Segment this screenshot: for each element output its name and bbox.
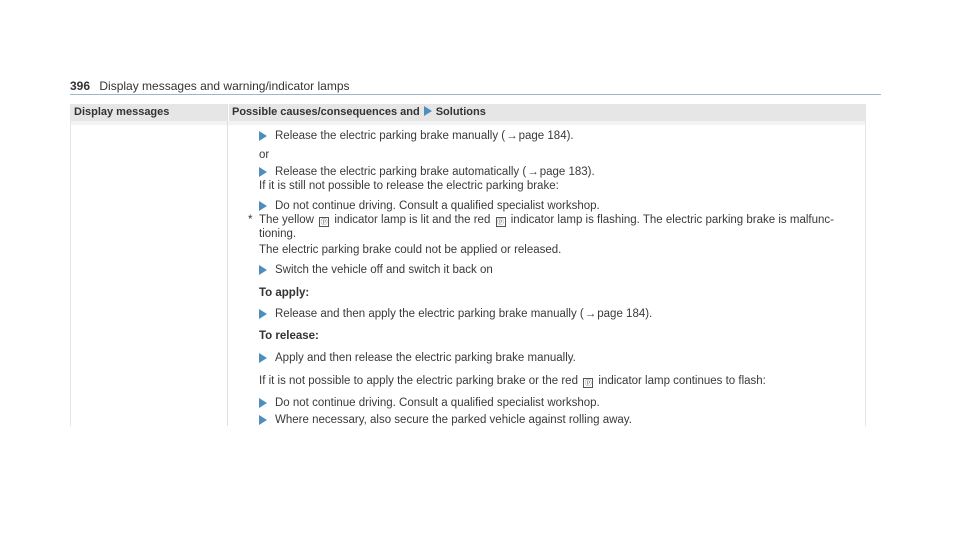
malfunction-description-cont: tioning.: [259, 228, 297, 240]
bullet-arrow-icon: [259, 131, 267, 141]
step-secure-vehicle: Where necessary, also secure the parked vehicle against rolling away.: [275, 414, 632, 426]
parking-brake-red-icon: ⓟ: [497, 219, 505, 226]
condition-text: indicator lamp continues to flash:: [598, 375, 766, 387]
header-rule: [70, 94, 881, 95]
page-number: 396: [70, 79, 91, 93]
or-text: or: [259, 149, 270, 161]
bullet-arrow-icon: [259, 265, 267, 275]
col-header-display-messages: Display messages: [74, 106, 170, 118]
step-release-automatically: [275, 165, 595, 179]
bullet-arrow-icon: [259, 415, 267, 425]
page-ref-arrow-icon: →: [506, 130, 518, 142]
step-release-manually: [275, 129, 574, 143]
parking-brake-red-icon: ⓟ: [584, 380, 592, 387]
table-left-border: [70, 121, 71, 426]
desc-text: indicator lamp is flashing. The electric parking brake is malfunc-: [510, 214, 834, 226]
step-text: Release and then apply the electric parking brake manually (: [275, 308, 584, 320]
subheading-to-apply: To apply:: [259, 287, 310, 299]
step-consult-workshop: Do not continue driving. Consult a qualified specialist workshop.: [275, 200, 600, 212]
desc-text: indicator lamp is lit and the red: [334, 214, 491, 226]
condition-red-lamp: [259, 374, 766, 388]
solutions-arrow-icon: [424, 106, 432, 116]
header-title: Display messages and warning/indicator lamps: [99, 79, 350, 93]
page-ref-arrow-icon: →: [584, 308, 597, 320]
bullet-arrow-icon: [259, 201, 267, 211]
table-right-border: [865, 121, 866, 426]
bullet-arrow-icon: [259, 309, 267, 319]
page-ref-arrow-icon: →: [527, 166, 539, 178]
bullet-arrow-icon: [259, 167, 267, 177]
consequence-text: The electric parking brake could not be applied or released.: [259, 244, 562, 256]
running-header: [70, 79, 350, 93]
table-subheader-band: [70, 121, 866, 125]
col-header-causes-solutions: [232, 106, 486, 118]
step-consult-workshop-2: Do not continue driving. Consult a qualified specialist workshop.: [275, 397, 600, 409]
footnote-star: *: [248, 214, 253, 226]
bullet-arrow-icon: [259, 353, 267, 363]
condition-text: If it is still not possible to release the electric parking brake:: [259, 180, 559, 192]
condition-text: If it is not possible to apply the electric parking brake or the red: [259, 375, 578, 387]
bullet-arrow-icon: [259, 398, 267, 408]
column-divider: [227, 104, 228, 426]
col-header-solutions: Solutions: [435, 106, 486, 118]
step-release-and-apply: [275, 307, 652, 321]
parking-brake-yellow-icon: ⓟ: [320, 219, 328, 226]
step-text: Release the electric parking brake automatically (: [275, 166, 527, 178]
subheading-to-release: To release:: [259, 330, 319, 342]
step-text: Release the electric parking brake manually (: [275, 130, 506, 142]
table-header: [70, 104, 866, 121]
page-ref-link[interactable]: page 184).: [518, 130, 574, 142]
page-ref-link[interactable]: page 184).: [597, 308, 653, 320]
col-header-causes: Possible causes/consequences and: [232, 106, 420, 118]
step-apply-then-release: Apply and then release the electric parking brake manually.: [275, 352, 576, 364]
step-switch-vehicle: Switch the vehicle off and switch it back on: [275, 264, 493, 276]
page-ref-link[interactable]: page 183).: [539, 166, 595, 178]
malfunction-description: [259, 213, 834, 227]
desc-text: The yellow: [259, 214, 314, 226]
